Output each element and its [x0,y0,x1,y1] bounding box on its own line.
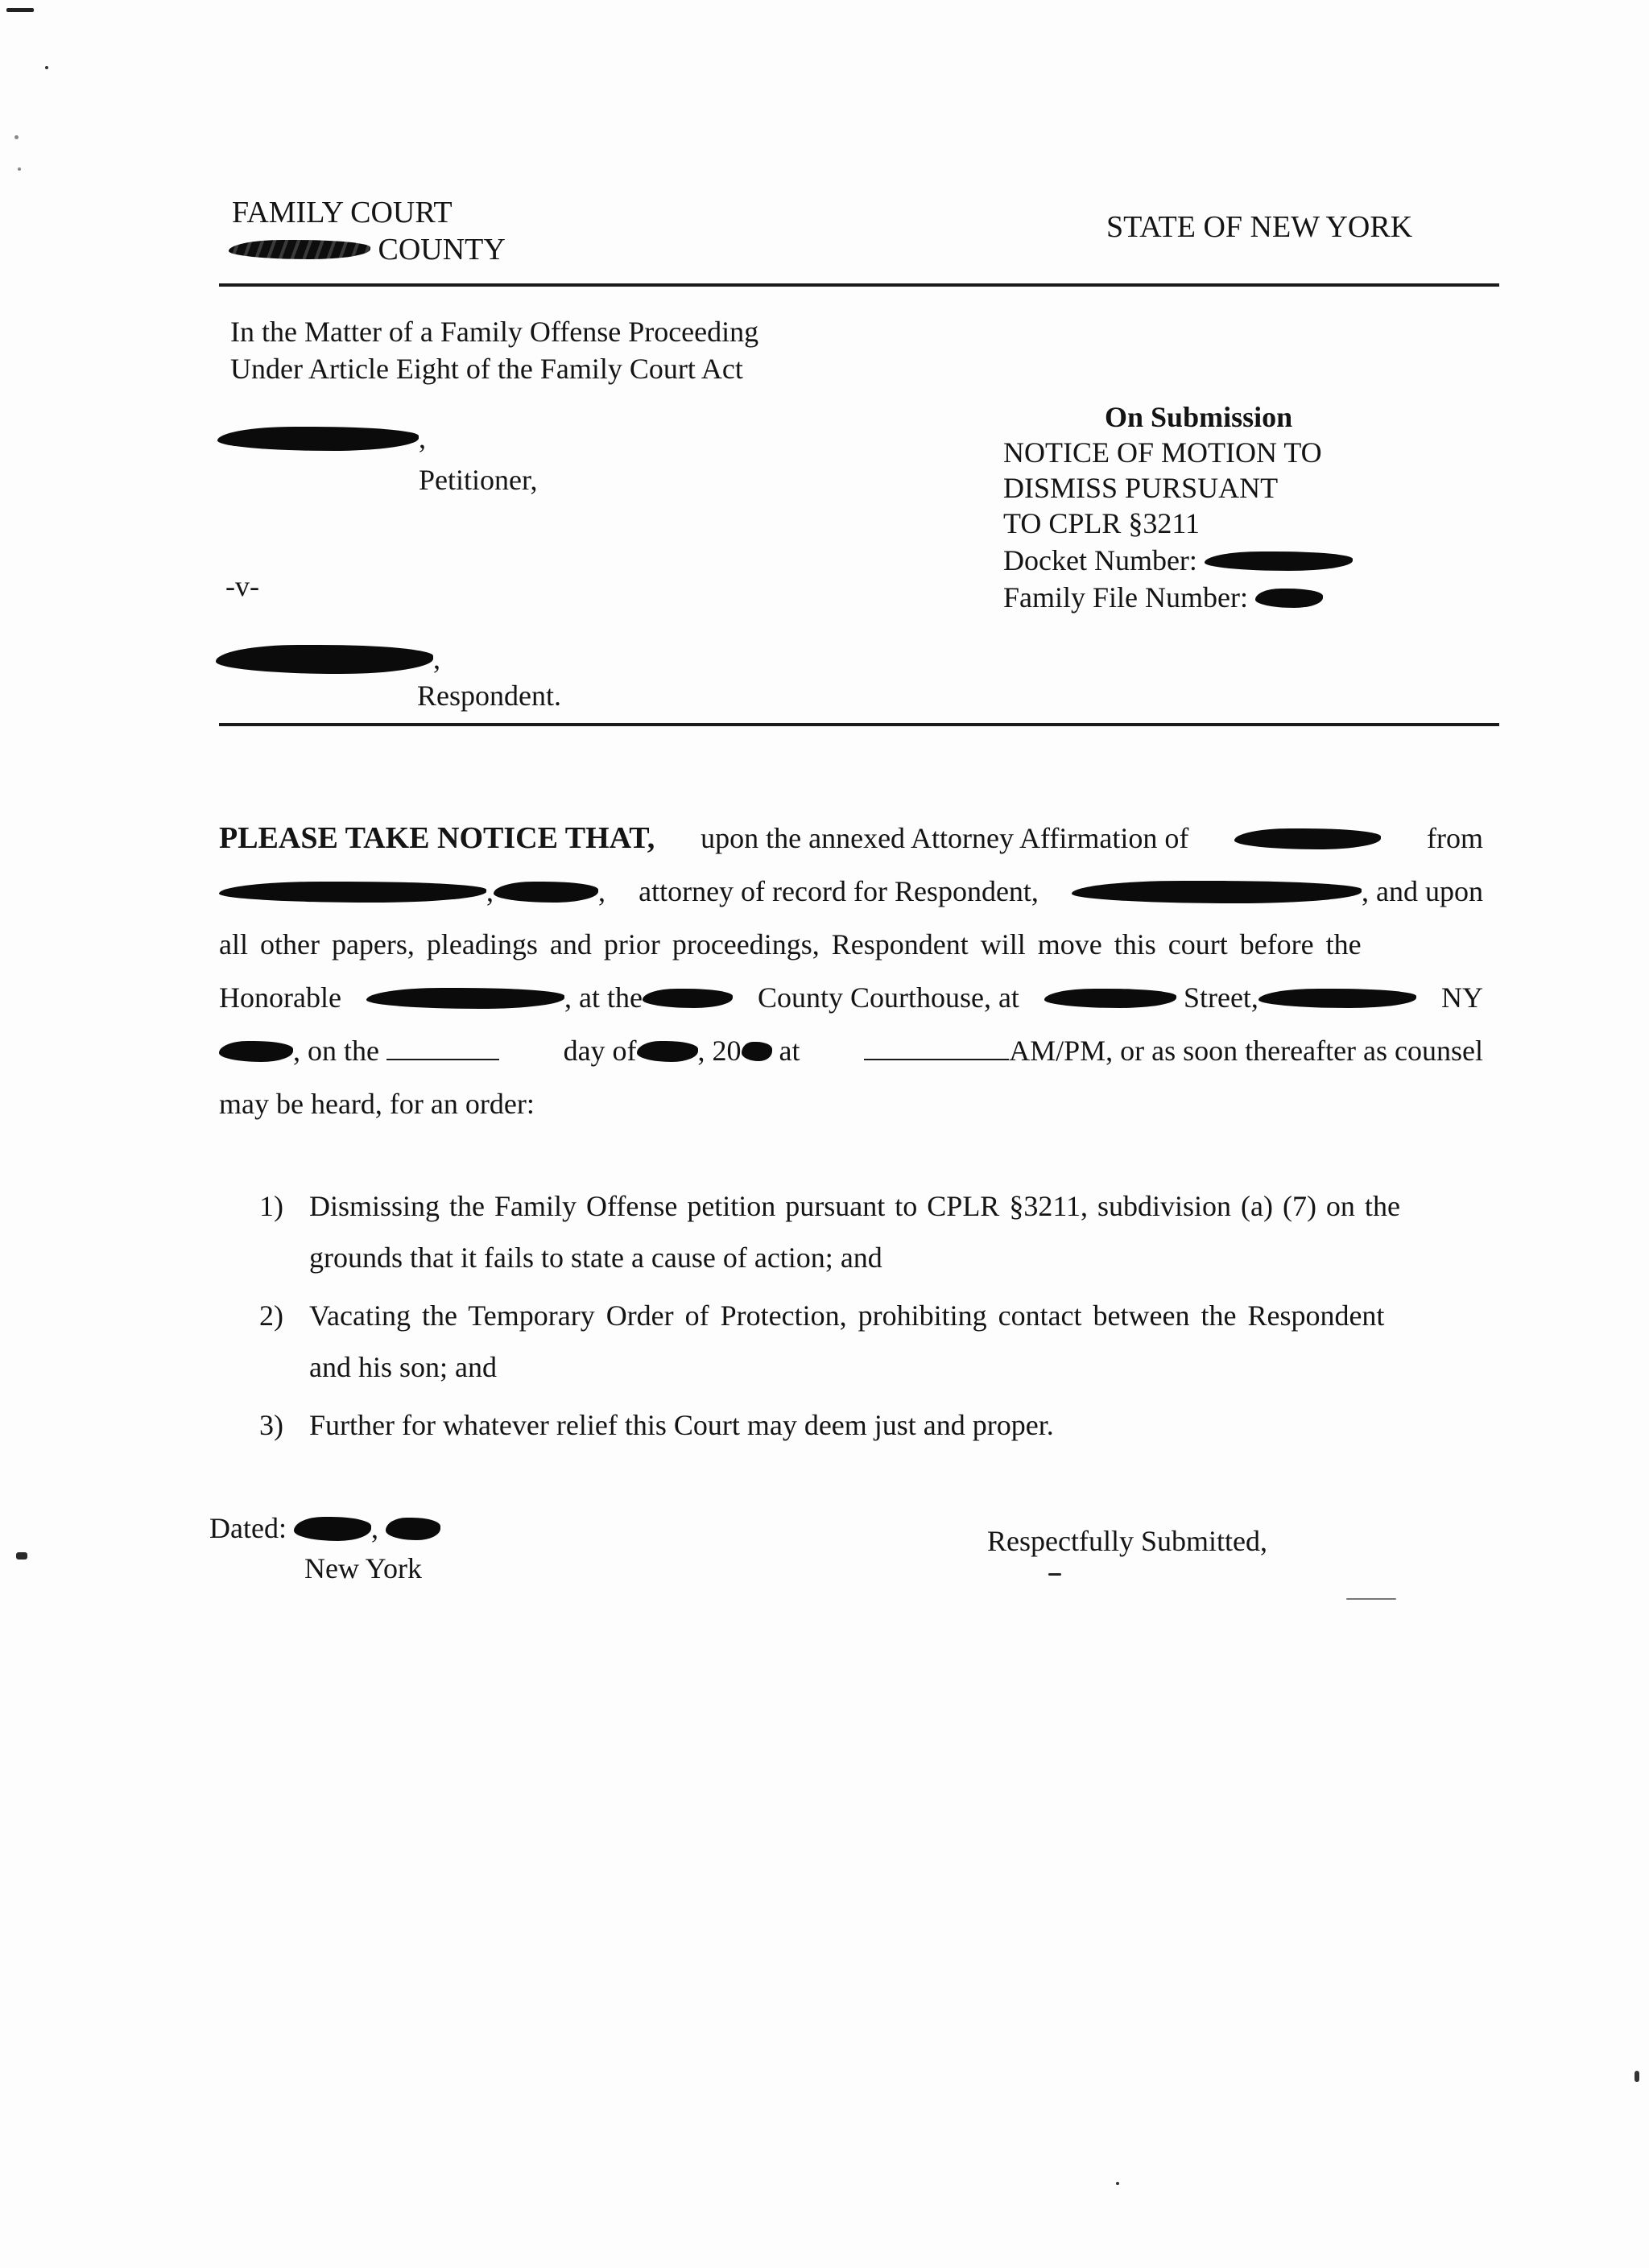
relief-line: Further for whatever relief this Court may deem just and proper. [309,1409,1054,1441]
petitioner-name [217,420,426,456]
respondent-label: Respondent. [417,680,561,712]
time-blank[interactable] [864,1035,1009,1060]
petitioner-label: Petitioner, [419,464,538,496]
notice-lead: PLEASE TAKE NOTICE THAT, [219,821,655,855]
paragraph-line: , , attorney of record for Respondent, , and upon [219,865,1483,918]
court-name: FAMILY COURT [232,196,453,229]
redaction-mark [229,240,370,259]
motion-title-line-3: TO CPLR §3211 [1003,507,1201,539]
submission-heading: On Submission [1105,401,1293,433]
scan-mark [1635,2071,1639,2082]
relief-line: Vacating the Temporary Order of Protection, prohibiting contact between the Respondent [309,1299,1385,1332]
matter-line-1: In the Matter of a Family Offense Proceeding [230,316,759,348]
paragraph-line: all other papers, pleadings and prior proceedings, Respondent will move this court before the [219,928,1362,960]
relief-number: 1) [259,1190,283,1222]
relief-line: grounds that it fails to state a cause of action; and [309,1241,882,1274]
county-line [229,230,506,269]
county-label: COUNTY [378,233,506,266]
dated-label: Dated: [209,1512,287,1544]
scan-mark [6,8,34,12]
scan-mark [18,167,21,171]
closing: Respectfully Submitted, [987,1525,1267,1557]
docket-number [1003,543,1353,578]
redaction-mark [1044,989,1176,1008]
relief-line: and his son; and [309,1351,497,1383]
redaction-mark [366,988,564,1009]
paragraph-line: , on the day of , 20 at AM/PM, or as soon thereafter as counsel [219,1024,1483,1077]
redaction-mark [294,1517,371,1541]
family-file-number [1003,580,1323,615]
redaction-mark [742,1042,772,1061]
redaction-mark [1205,552,1353,571]
paragraph-line: PLEASE TAKE NOTICE THAT, upon the annexed Attorney Affirmation of from [219,821,1483,855]
scan-mark [1116,2182,1119,2185]
header-divider [219,283,1499,287]
redaction-mark [637,1041,698,1062]
comma: , [419,422,426,454]
paragraph-line: may be heard, for an order: [219,1088,535,1120]
relief-number: 3) [259,1409,283,1441]
dated-location: New York [304,1552,423,1584]
motion-title-line-2: DISMISS PURSUANT [1003,472,1279,504]
redaction-mark [1255,589,1323,608]
notice-paragraph [219,812,1483,1130]
redaction-mark [217,427,419,451]
scan-mark [16,1552,27,1560]
relief-number: 2) [259,1299,283,1332]
state-name: STATE OF NEW YORK [1106,210,1413,244]
scan-mark [1346,1598,1396,1600]
matter-line-2: Under Article Eight of the Family Court Act [230,353,743,385]
scan-mark [14,135,19,139]
redaction-mark [643,989,733,1008]
day-blank[interactable] [386,1035,499,1060]
redaction-mark [219,1041,293,1062]
redaction-mark [219,882,486,903]
respondent-name [216,641,440,676]
dated-line: Dated: , [209,1510,440,1546]
redaction-mark [1234,828,1381,849]
relief-line: Dismissing the Family Offense petition pursuant to CPLR §3211, subdivision (a) (7) on the [309,1190,1400,1222]
versus: -v- [225,570,259,602]
redaction-mark [386,1518,440,1540]
docket-label: Docket Number: [1003,544,1197,576]
redaction-mark [1258,989,1416,1008]
scan-mark [45,66,48,69]
caption-divider [219,723,1499,726]
redaction-mark [216,645,433,674]
family-file-label: Family File Number: [1003,581,1248,613]
scan-mark [1048,1573,1061,1576]
redaction-mark [494,882,598,903]
paragraph-line: Honorable , at the County Courthouse, at Street, NY [219,981,1483,1014]
comma: , [433,642,440,675]
motion-title-line-1: NOTICE OF MOTION TO [1003,436,1322,469]
redaction-mark [1072,881,1362,903]
